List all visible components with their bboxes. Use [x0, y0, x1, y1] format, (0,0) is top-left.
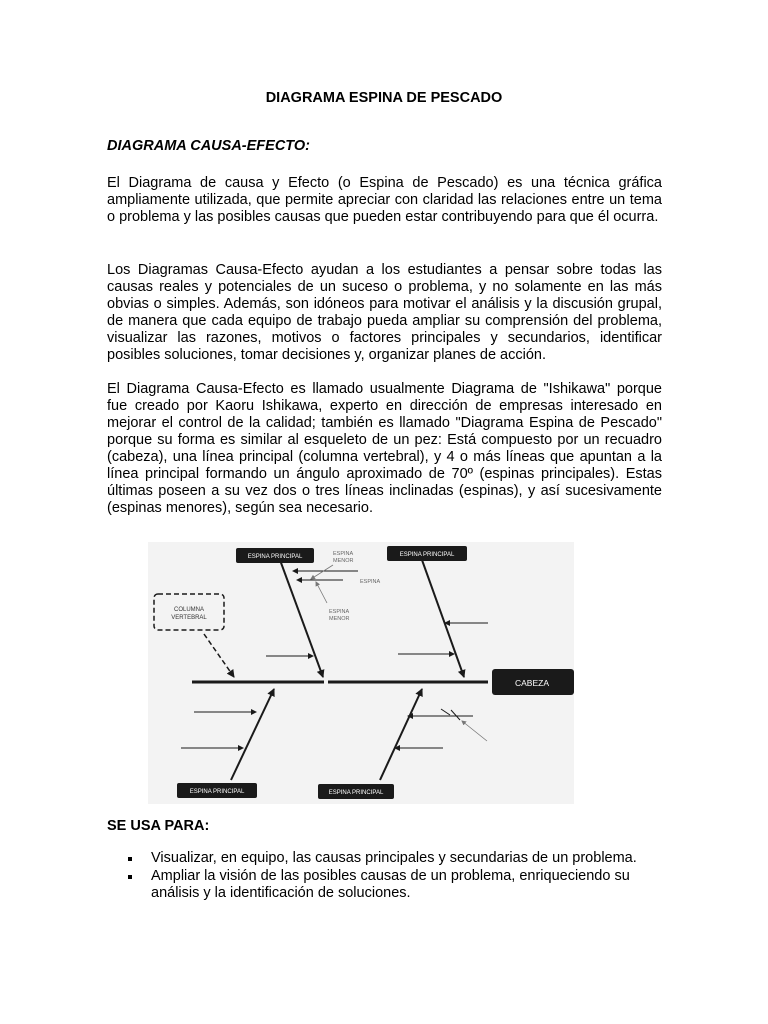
- list-item: [128, 868, 663, 902]
- main-bone-bottom-right: [380, 689, 422, 780]
- list-item-text: Ampliar la visión de las posibles causas de un problema, enriqueciendo su análisis y la identificación de soluciones.: [151, 868, 630, 901]
- annotation-pointer: [316, 582, 327, 603]
- uses-list: [128, 850, 663, 903]
- bullet-icon: [128, 857, 132, 861]
- section-heading: SE USA PARA:: [107, 818, 210, 834]
- paragraph-ishikawa: El Diagrama Causa-Efecto es llamado usualmente Diagrama de "Ishikawa" porque fue creado por Kaoru Ishikawa, experto en dirección de empresas interesado en mejorar el control de la calidad; también es llamado "Diagrama Espina de Pescado" porque su forma es similar al esqueleto de un pez: Está compuesto por un recuadro (cabeza), una línea principal (columna vertebral), y 4 o más líneas que apuntan a la línea principal formando un ángulo aproximado de 70º (espinas principales). Estas últimas poseen a su vez dos o tres líneas inclinadas (espinas), y así sucesivamente (espinas menores), según sea necesario.: [107, 381, 662, 516]
- espina-principal-label: ESPINA PRINCIPAL: [328, 790, 384, 796]
- espina-principal-label: ESPINA PRINCIPAL: [399, 552, 455, 558]
- minor-bone: [451, 710, 460, 720]
- main-bone-top-left: [280, 560, 323, 677]
- espina-menor-label-line2: MENOR: [333, 558, 354, 564]
- paragraph-definition: El Diagrama de causa y Efecto (o Espina de Pescado) es una técnica gráfica ampliamente utilizada, que permite apreciar con claridad las relaciones entre un tema o problema y las posibles causas que pueden estar contribuyendo para que él ocurra.: [107, 175, 662, 225]
- espina-principal-label: ESPINA PRINCIPAL: [247, 554, 303, 560]
- main-bone-bottom-left: [231, 689, 274, 780]
- list-item-text: Visualizar, en equipo, las causas principales y secundarias de un problema.: [151, 850, 637, 866]
- minor-bone: [441, 709, 450, 715]
- espina-principal-label: ESPINA PRINCIPAL: [189, 789, 245, 795]
- section-subtitle: DIAGRAMA CAUSA-EFECTO:: [107, 138, 310, 154]
- fishbone-diagram: [148, 542, 574, 804]
- espina-menor-label-line1: ESPINA: [333, 551, 354, 557]
- document-title: DIAGRAMA ESPINA DE PESCADO: [265, 90, 503, 106]
- annotation-pointer: [311, 565, 333, 579]
- columna-label-line1: COLUMNA: [173, 607, 205, 613]
- bullet-icon: [128, 875, 132, 879]
- espina-label: ESPINA: [360, 579, 381, 585]
- columna-label-line2: VERTEBRAL: [171, 615, 207, 621]
- annotation-pointer: [462, 721, 487, 741]
- main-bone-top-right: [422, 560, 464, 677]
- list-item: [128, 850, 663, 867]
- columna-pointer: [204, 634, 234, 677]
- cabeza-label: CABEZA: [514, 678, 550, 688]
- espina-menor-label-line1: ESPINA: [329, 609, 350, 615]
- paragraph-benefits: Los Diagramas Causa-Efecto ayudan a los estudiantes a pensar sobre todas las causas reales y potenciales de un suceso o problema, y no solamente en las más obvias o simples. Además, son idóneos para motivar el análisis y la discusión grupal, de manera que cada equipo de trabajo pueda ampliar su comprensión del problema, visualizar las razones, motivos o factores principales y secundarios, identificar posibles soluciones, tomar decisiones y, organizar planes de acción.: [107, 262, 662, 363]
- espina-menor-label-line2: MENOR: [329, 616, 350, 622]
